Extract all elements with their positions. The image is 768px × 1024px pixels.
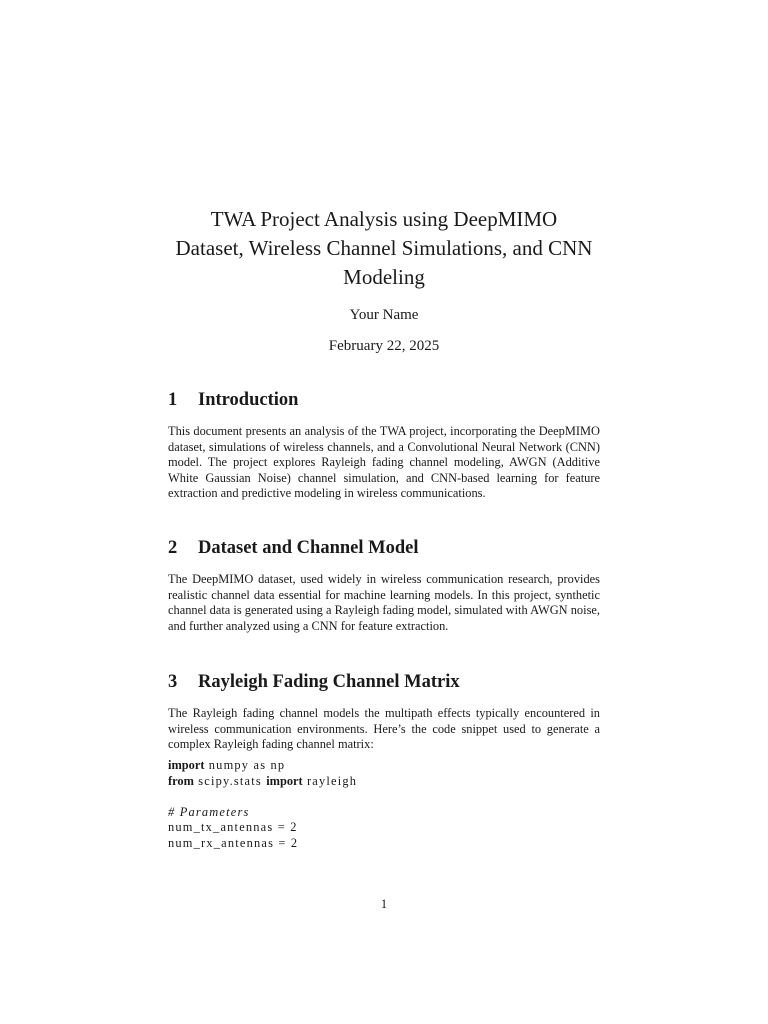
code-line (168, 758, 600, 774)
section-paragraph: The DeepMIMO dataset, used widely in wireless communication research, provides realistic channel data essential for machine learning models. In this project, synthetic channel data is generated using a Rayleigh fading model, simulated with AWGN noise, and further analyzed using a CNN for feature extraction. (168, 572, 600, 633)
code-text: rayleigh (302, 773, 358, 788)
code-comment: # Parameters (168, 804, 250, 819)
code-keyword: import (168, 758, 205, 772)
section-number: 3 (168, 672, 178, 692)
paper-date: February 22, 2025 (328, 338, 440, 354)
title-line: TWA Project Analysis using DeepMIMO (210, 207, 558, 231)
section-paragraph: The Rayleigh fading channel models the multipath effects typically encountered in wireless communication environments. Here’s the code snippet used to generate a complex Rayleigh fading channel matrix: (168, 706, 600, 752)
section-title: Dataset and Channel Model (198, 538, 419, 558)
section-introduction (168, 390, 600, 502)
code-line: num_tx_antennas = 2 (168, 820, 298, 835)
page-number: 1 (380, 897, 388, 911)
code-blank-line (168, 789, 600, 805)
section-number: 2 (168, 538, 178, 558)
code-text: scipy.stats (193, 773, 267, 788)
section-heading (168, 538, 600, 559)
code-listing (168, 758, 600, 852)
section-number: 1 (168, 390, 178, 410)
title-line: Dataset, Wireless Channel Simulations, and CNN (175, 236, 593, 260)
code-line (168, 774, 600, 790)
section-paragraph: This document presents an analysis of the TWA project, incorporating the DeepMIMO dataset, simulations of wireless channels, and a Convolutional Neural Network (CNN) model. The project explores Rayleigh fading channel modeling, AWGN (Additive White Gaussian Noise) channel simulation, and CNN-based learning for feature extraction and predictive modeling in wireless communications. (168, 424, 600, 501)
section-heading (168, 672, 600, 693)
section-rayleigh (168, 672, 600, 753)
section-heading (168, 390, 600, 411)
section-title: Rayleigh Fading Channel Matrix (198, 672, 460, 692)
title-line: Modeling (343, 265, 425, 289)
code-keyword: from (168, 773, 194, 788)
code-line: num_rx_antennas = 2 (168, 835, 299, 850)
section-title: Introduction (198, 390, 299, 410)
code-text: numpy as np (204, 758, 286, 772)
code-keyword: import (266, 773, 303, 788)
paper-title (150, 205, 618, 292)
section-dataset (168, 538, 600, 634)
author-name: Your Name (349, 307, 419, 323)
